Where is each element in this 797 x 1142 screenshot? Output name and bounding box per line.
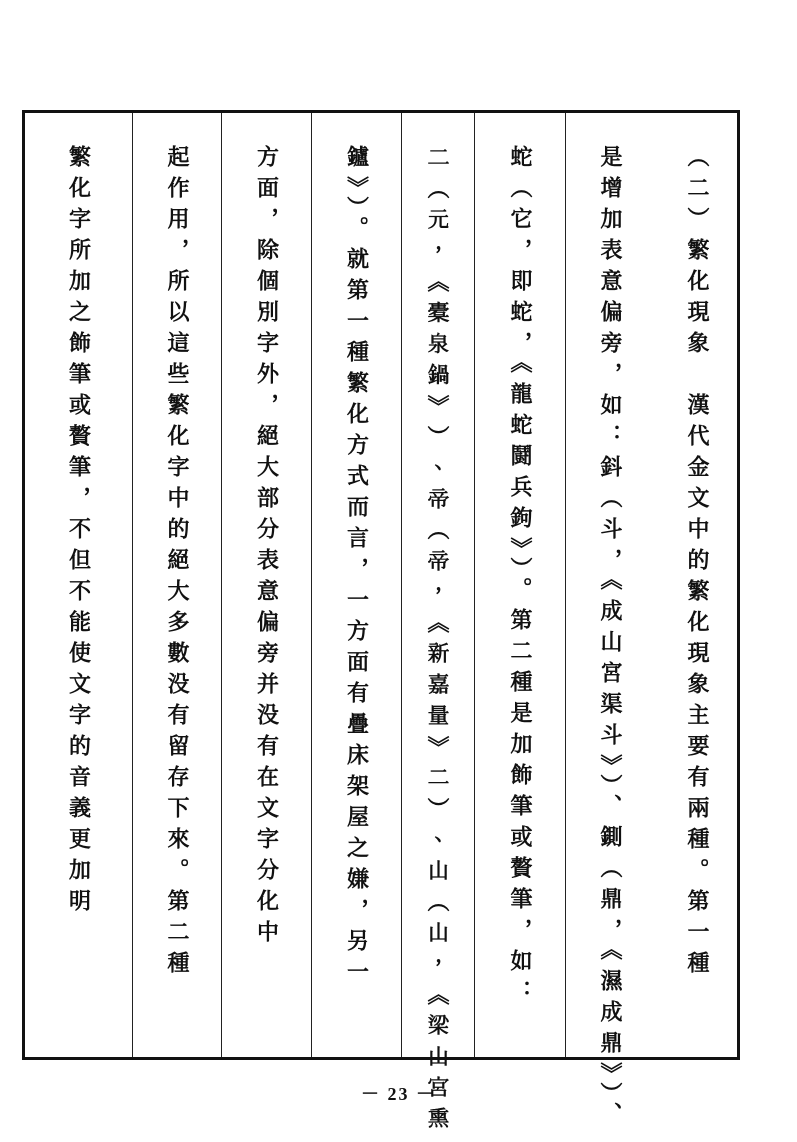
- column-text: 繁化字所加之飾筆或贅筆，不但不能使文字的音義更加明: [65, 145, 92, 920]
- text-column-7: [132, 113, 221, 1057]
- text-column-4: [401, 113, 474, 1137]
- column-text: 鑪》）。就第一種繁化方式而言，一方面有疊床架屋之嫌，另一: [343, 145, 370, 991]
- text-column-6: [221, 113, 311, 1057]
- text-column-1: [654, 113, 740, 1057]
- column-text: 方面，除個別字外，絕大部分表意偏旁并没有在文字分化中: [253, 145, 280, 951]
- text-column-3: [474, 113, 565, 1057]
- column-text: 是增加表意偏旁，如：鈄（斗，《成山宮渠斗》）、鍘（鼎，《濕成鼎》）、: [597, 145, 623, 1133]
- text-column-5: [311, 113, 401, 1057]
- column-text: 𠄞（元，《橐泉鍋》）、帝（帝，《新嘉量》二）、山（山，《梁山宮熏: [425, 145, 451, 1137]
- column-text: 蛇（它，即蛇，《龍蛇鬪兵鉤》）。第二種是加飾筆或贅筆，如：: [507, 145, 533, 1011]
- text-column-2: [565, 113, 654, 1133]
- text-column-8: [25, 113, 132, 1057]
- column-text: （二）繁化現象 漢代金文中的繁化現象主要有兩種。第一種: [684, 145, 710, 982]
- page-number: － 23 －: [361, 1084, 436, 1104]
- column-text: 起作用，所以這些繁化字中的絕大多數没有留存下來。第二種: [164, 145, 190, 982]
